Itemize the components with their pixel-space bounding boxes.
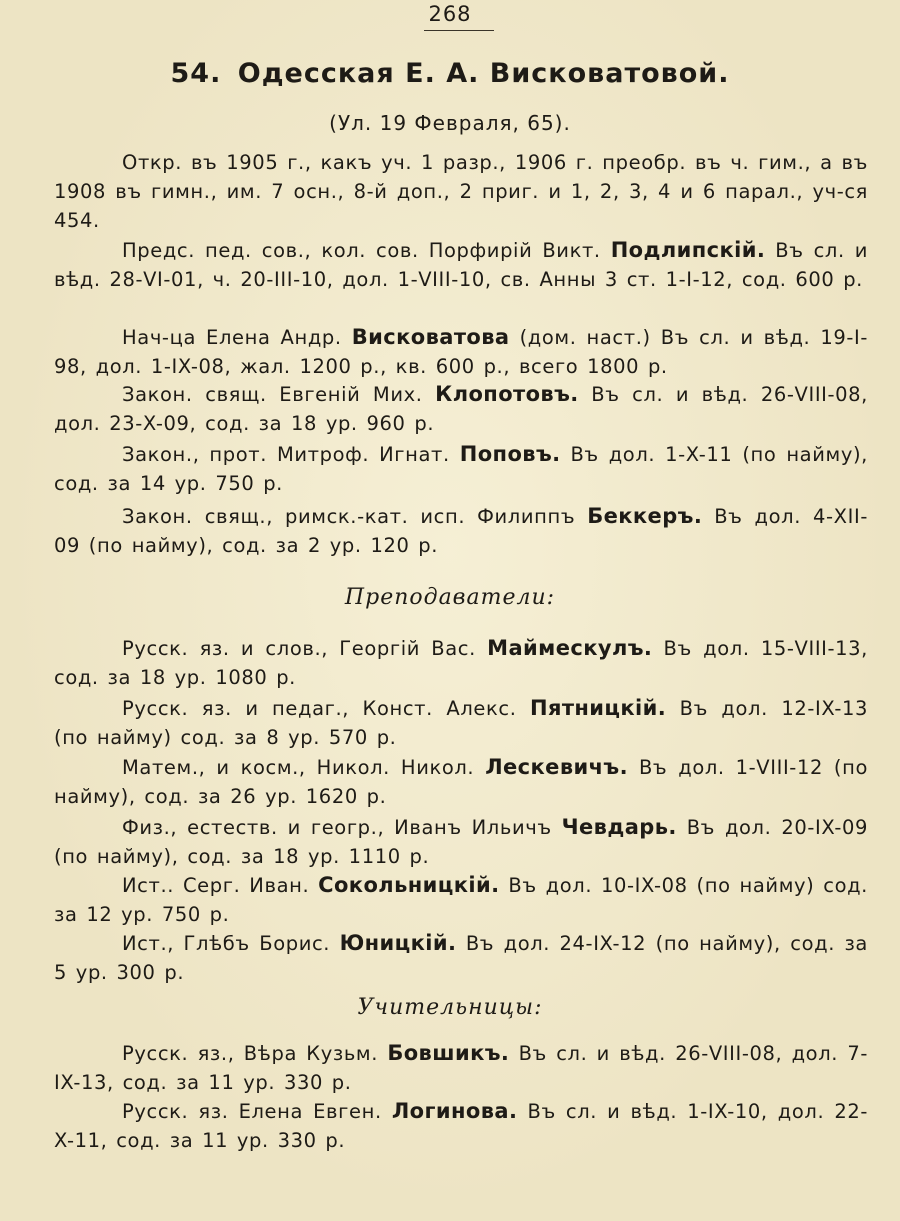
- entry-surname: Клопотовъ.: [435, 382, 579, 406]
- entry-surname: Поповъ.: [459, 442, 561, 466]
- founding-paragraph: Откр. въ 1905 г., какъ уч. 1 разр., 1906 г. преобр. въ ч. гим., а въ 1908 въ гимн., им. 7 осн., 8-й доп., 2 приг. и 1, 2, 3, 4 и 6 парал., уч-ся 454.: [54, 151, 868, 232]
- teacher-entry: [54, 753, 868, 811]
- entry-details: Въ дол. 20-IX-09 (по найму), сод. за 18 ур. 1110 р.: [54, 816, 868, 868]
- entry-position: Предс. пед. сов., кол. сов. Порфирій Викт.: [122, 239, 601, 262]
- entry-position: Закон., прот. Митроф. Игнат.: [122, 443, 450, 466]
- staff-entry: [54, 502, 868, 560]
- entry-details: Въ сл. и вѣд. 1-IX-10, дол. 22-X-11, сод. за 11 ур. 330 р.: [54, 1100, 868, 1152]
- entry-surname: Сокольницкій.: [318, 873, 500, 897]
- teacher-entry: [54, 929, 868, 987]
- entry-position: Матем., и косм., Никол. Никол.: [122, 756, 475, 779]
- entry-details: (дом. наст.) Въ сл. и вѣд. 19-I-98, дол. 1-IX-08, жал. 1200 р., кв. 600 р., всего 1800 р.: [54, 326, 868, 378]
- staff-entry: [54, 323, 868, 381]
- women-teachers-heading: Учительницы:: [357, 995, 543, 1020]
- entry-details: Въ дол. 24-IX-12 (по найму), сод. за 5 ур. 300 р.: [54, 932, 868, 984]
- entry-position: Физ., естеств. и геогр., Иванъ Ильичъ: [122, 816, 552, 839]
- entry-details: Въ дол. 4-XII-09 (по найму), сод. за 2 ур. 120 р.: [54, 505, 868, 557]
- woman-teacher-entry: [54, 1039, 868, 1097]
- entry-details: Въ дол. 10-IX-08 (по найму) сод. за 12 ур. 750 р.: [54, 874, 868, 926]
- entry-details: Въ дол. 12-IX-13 (по найму) сод. за 8 ур. 570 р.: [54, 697, 868, 749]
- teacher-entry: [54, 694, 868, 752]
- entry-surname: Маймескулъ.: [487, 636, 653, 660]
- entry-surname: Логинова.: [391, 1099, 518, 1123]
- school-heading: [0, 58, 900, 89]
- staff-entry: [54, 380, 868, 438]
- entry-position: Ист.. Серг. Иван.: [122, 874, 310, 897]
- entry-details: Въ сл. и вѣд. 26-VIII-08, дол. 23-X-09, сод. за 18 ур. 960 р.: [54, 383, 868, 435]
- entry-position: Русск. яз. Елена Евген.: [122, 1100, 382, 1123]
- entry-position: Нач-ца Елена Андр.: [122, 326, 342, 349]
- school-address: (Ул. 19 Февраля, 65).: [329, 111, 571, 135]
- entry-position: Русск. яз. и слов., Георгій Вас.: [122, 637, 476, 660]
- teacher-entry: [54, 813, 868, 871]
- teachers-heading: Преподаватели:: [344, 585, 556, 610]
- entry-details: Въ сл. и вѣд. 26-VIII-08, дол. 7-IX-13, сод. за 11 ур. 330 р.: [54, 1042, 868, 1094]
- staff-entry: [54, 236, 868, 294]
- woman-teacher-entry: [54, 1097, 868, 1155]
- staff-entry: [54, 440, 868, 498]
- entry-surname: Юницкій.: [339, 931, 457, 955]
- entry-position: Закон. свящ. Евгеній Мих.: [122, 383, 423, 406]
- entry-position: Ист., Глѣбъ Борис.: [122, 932, 331, 955]
- school-title: Одесская Е. А. Висковатовой.: [237, 58, 730, 89]
- entry-surname: Чевдарь.: [561, 815, 677, 839]
- entry-details: Въ сл. и вѣд. 28-VI-01, ч. 20-III-10, дол. 1-VIII-10, св. Анны 3 ст. 1-I-12, сод. 600 р.: [54, 239, 868, 291]
- entry-position: Русск. яз. и педаг., Конст. Алекс.: [122, 697, 517, 720]
- page-number: 268: [428, 2, 472, 26]
- entry-surname: Беккеръ.: [587, 504, 703, 528]
- teacher-entry: [54, 871, 868, 929]
- entry-position: Русск. яз., Вѣра Кузьм.: [122, 1042, 379, 1065]
- entry-details: Въ дол. 1-VIII-12 (по найму), сод. за 26 ур. 1620 р.: [54, 756, 868, 808]
- teacher-entry: [54, 634, 868, 692]
- school-number: 54.: [170, 58, 222, 89]
- entry-details: Въ дол. 15-VIII-13, сод. за 18 ур. 1080 р.: [54, 637, 868, 689]
- page-number-rule: [424, 30, 494, 31]
- entry-surname: Подлипскій.: [610, 238, 766, 262]
- entry-surname: Бовшикъ.: [387, 1041, 510, 1065]
- entry-surname: Висковатова: [351, 325, 510, 349]
- entry-position: Закон. свящ., римск.-кат. исп. Филиппъ: [122, 505, 576, 528]
- entry-surname: Лескевичъ.: [485, 755, 628, 779]
- entry-surname: Пятницкій.: [529, 696, 667, 720]
- entry-details: Въ дол. 1-X-11 (по найму), сод. за 14 ур. 750 р.: [54, 443, 868, 495]
